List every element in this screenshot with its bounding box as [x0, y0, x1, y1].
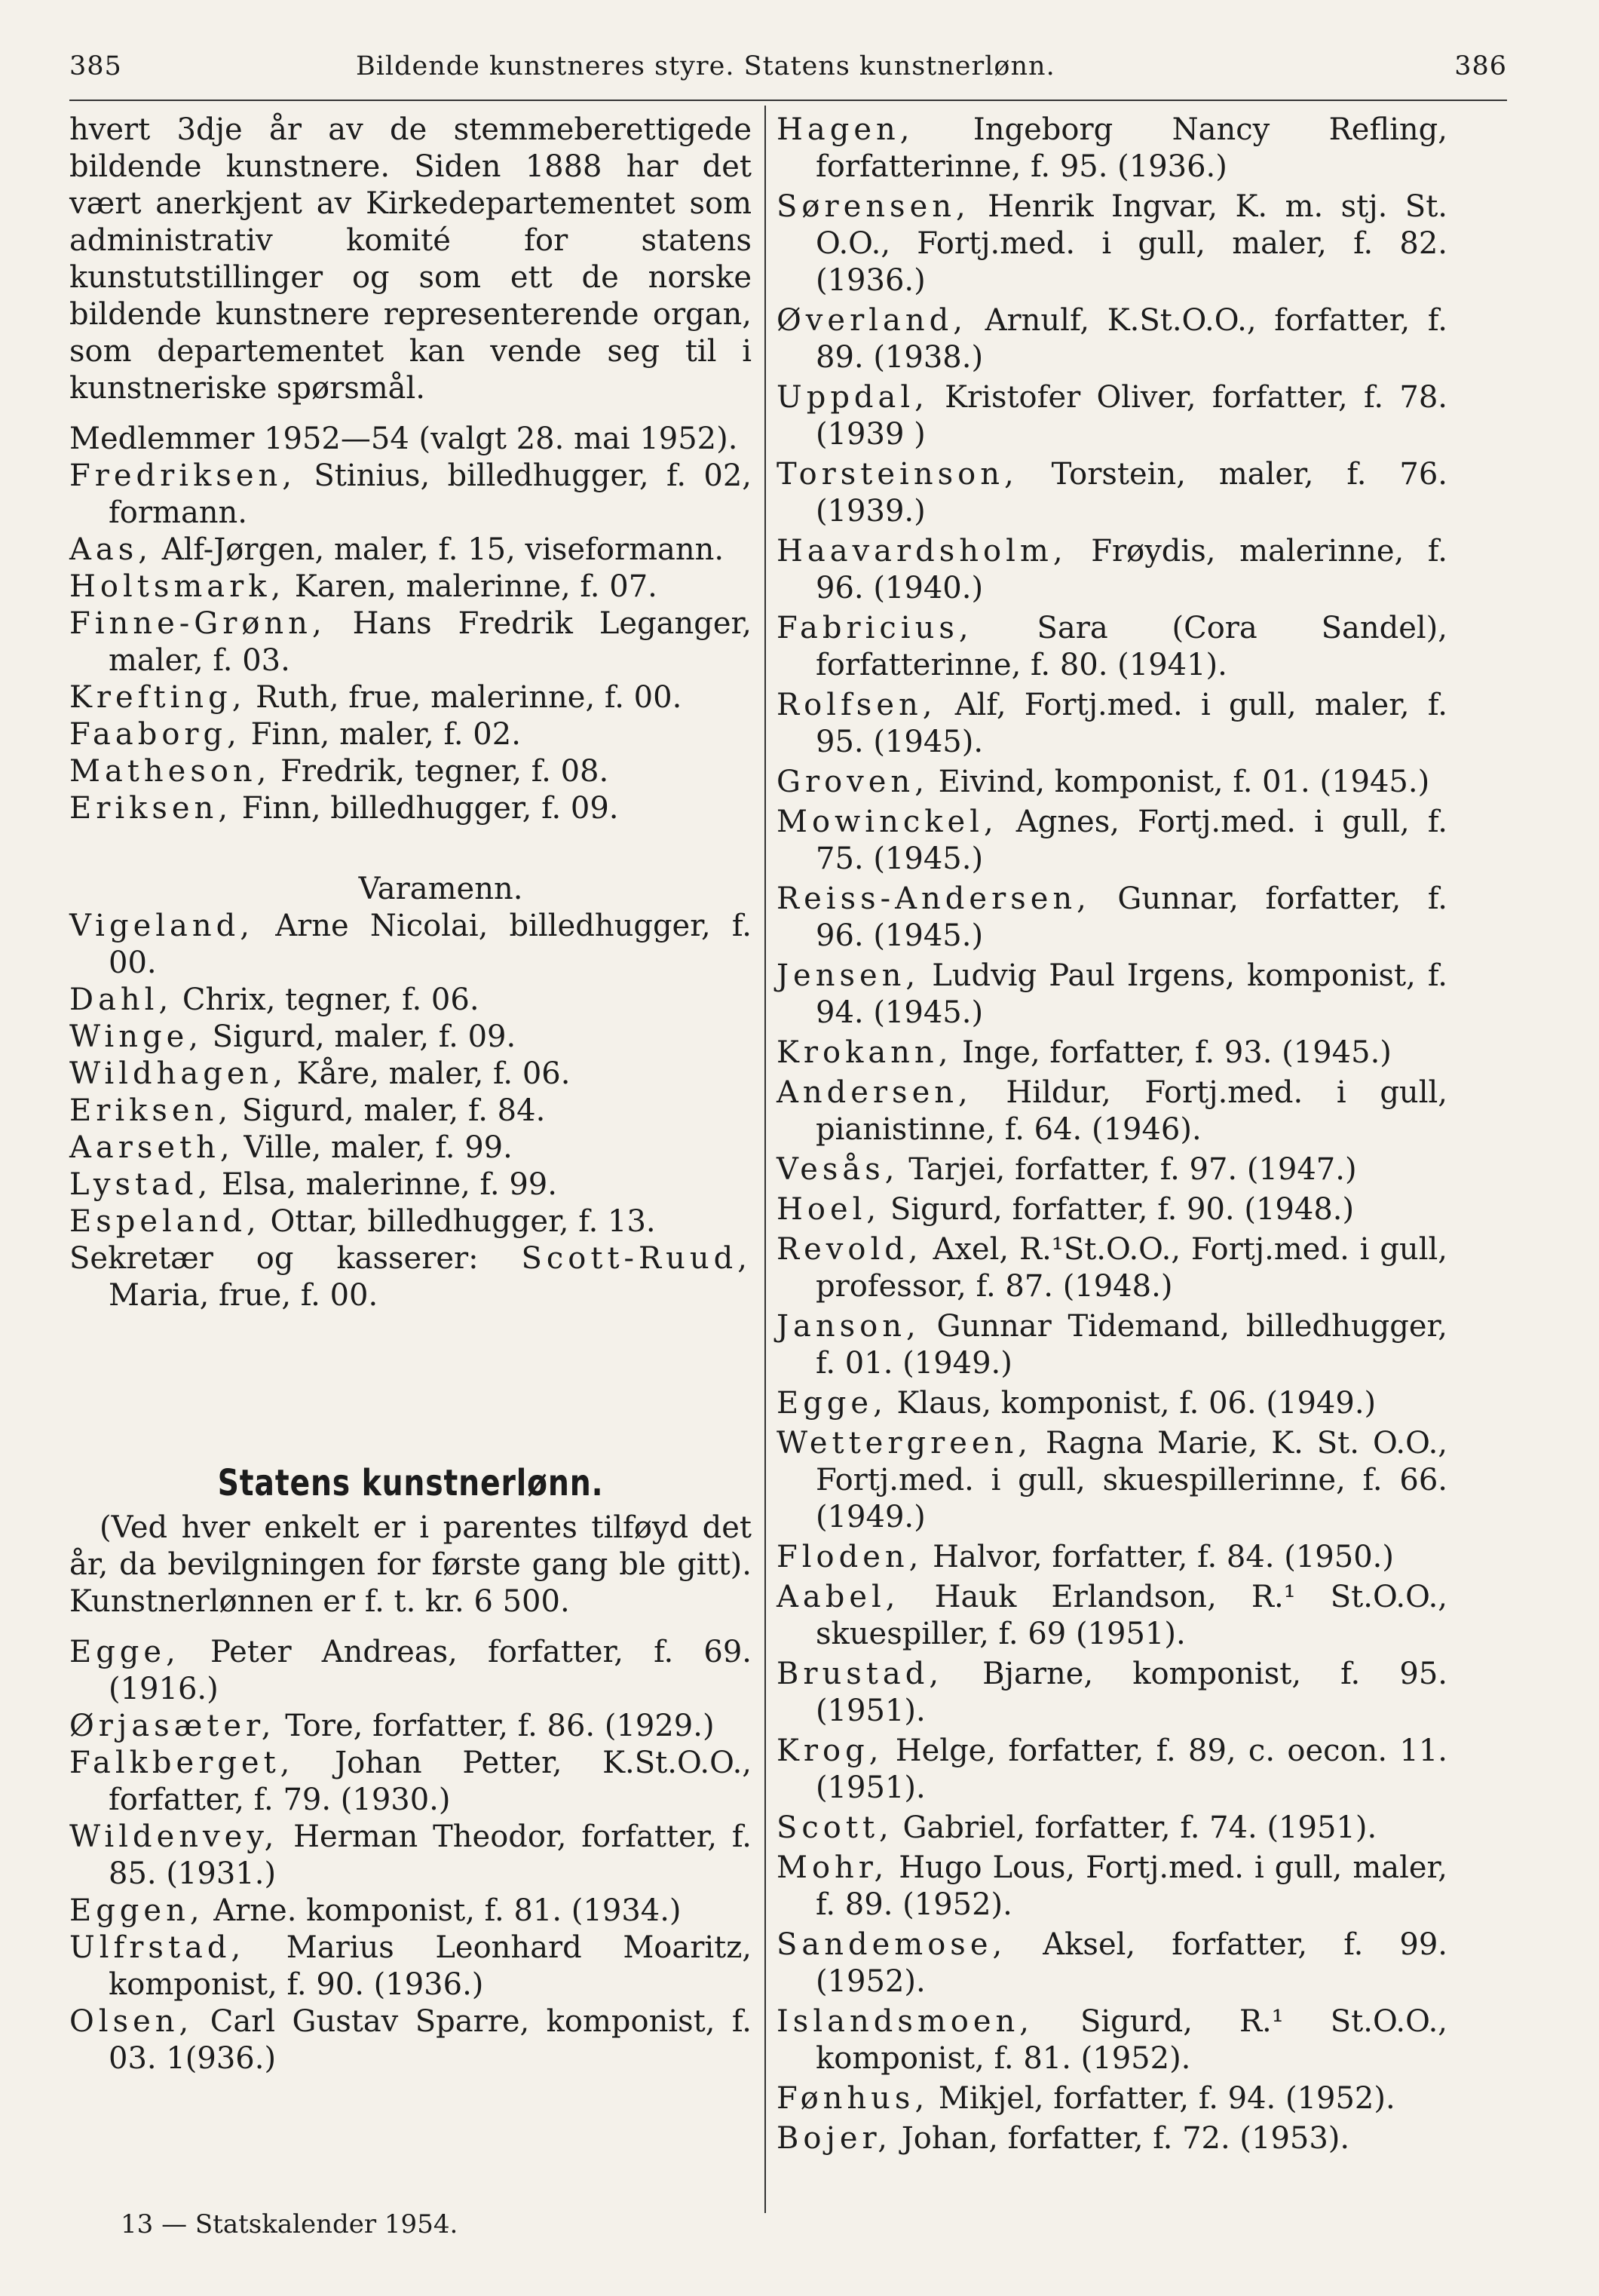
entry-name: Wettergreen, [777, 1426, 1033, 1461]
entry-details: Alf-Jørgen, maler, f. 15, viseformann. [152, 532, 724, 567]
entry-details: Gunnar, forfatter, f. 96. (1945.) [816, 881, 1447, 953]
entry-details: Ottar, billedhugger, f. 13. [260, 1204, 656, 1239]
entry-details: Arnulf, K.St.O.O., forfatter, f. 89. (1938.) [816, 303, 1447, 375]
list-entry [69, 2003, 752, 2077]
list-entry [777, 2080, 1447, 2117]
left-column [69, 112, 752, 2077]
entry-details: Kristofer Oliver, forfatter, f. 78. (1939 ) [816, 380, 1447, 452]
entry-details: Johan Petter, K.St.O.O., forfatter, f. 79. (1930.) [109, 1746, 752, 1817]
entry-name: Hagen, [777, 112, 914, 147]
entry-details: Finn, maler, f. 02. [240, 717, 521, 752]
list-entry [777, 610, 1447, 684]
entry-name: Aabel, [777, 1580, 900, 1614]
list-entry [69, 753, 752, 790]
list-entry [777, 1579, 1447, 1653]
entry-name: Bojer, [777, 2121, 892, 2156]
entry-name: Rolfsen, [777, 688, 937, 722]
list-entry [777, 958, 1447, 1032]
entry-name: Vigeland, [69, 909, 254, 943]
entry-name: Wildhagen, [69, 1056, 287, 1091]
list-entry [777, 687, 1447, 761]
page-header [69, 45, 1507, 90]
entry-details: Stinius, billedhugger, f. 02, formann. [109, 458, 752, 530]
entry-details: Peter Andreas, forfatter, f. 69. (1916.) [109, 1635, 752, 1706]
list-entry [69, 1019, 752, 1056]
entry-details: Arne. komponist, f. 81. (1934.) [204, 1893, 682, 1928]
entry-name: Mohr, [777, 1850, 889, 1885]
list-entry [777, 1927, 1447, 2000]
entry-name: Holtsmark, [69, 569, 286, 604]
entry-name: Torsteinson, [777, 457, 1019, 492]
entry-name: Mowinckel, [777, 805, 998, 839]
entry-details: Halvor, forfatter, f. 84. (1950.) [923, 1540, 1394, 1574]
entry-details: Gabriel, forfatter, f. 74. (1951). [893, 1810, 1377, 1845]
list-entry [69, 790, 752, 827]
entry-name: Haavardsholm, [777, 534, 1068, 569]
entry-details: Ingeborg Nancy Refling, forfatterinne, f. 95. (1936.) [816, 112, 1447, 184]
entry-name: Reiss-Andersen, [777, 881, 1091, 916]
list-entry [777, 764, 1447, 801]
entry-name: Eriksen, [69, 1093, 233, 1128]
right-column [777, 112, 1447, 2160]
entry-details: Alf, Fortj.med. i gull, maler, f. 95. (1945). [816, 688, 1447, 759]
entry-name: Faaborg, [69, 717, 241, 752]
entry-name: Fønhus, [777, 2081, 930, 2116]
entry-details: Inge, forfatter, f. 93. (1945.) [952, 1035, 1392, 1070]
entry-name: Krokann, [777, 1035, 953, 1070]
entry-name: Winge, [69, 1019, 203, 1054]
section-heading: Statens kunstnerlønn. [217, 1462, 604, 1504]
entry-details: Carl Gustav Sparre, komponist, f. 03. 1(936.) [109, 2004, 752, 2076]
entry-details: Bjarne, komponist, f. 95. (1951). [816, 1657, 1447, 1728]
entry-details: Ragna Marie, K. St. O.O., Fortj.med. i gull, skuespillerinne, f. 66. (1949.) [816, 1426, 1447, 1534]
entry-name: Floden, [777, 1540, 924, 1574]
list-entry [69, 1708, 752, 1745]
entry-name: Finne-Grønn, [69, 606, 326, 641]
list-entry [777, 1425, 1447, 1536]
entry-name: Espeland, [69, 1204, 261, 1239]
column-divider [764, 106, 766, 2213]
entry-details: Finn, billedhugger, f. 09. [232, 791, 619, 826]
entry-name: Vesås, [777, 1152, 899, 1187]
list-entry [777, 1656, 1447, 1730]
entry-details: Henrik Ingvar, K. m. stj. St. O.O., Fortj.med. i gull, maler, f. 82. (1936.) [816, 189, 1447, 298]
list-entry [777, 1074, 1447, 1148]
entry-details: Sigurd, maler, f. 09. [202, 1019, 516, 1054]
list-entry [69, 1130, 752, 1166]
list-entry [777, 804, 1447, 878]
list-entry [69, 458, 752, 532]
deputies-list [69, 908, 752, 1240]
running-title: Bildende kunstneres styre. Statens kunstnerlønn. [356, 51, 1055, 81]
entry-details: Tore, forfatter, f. 86. (1929.) [275, 1709, 715, 1743]
entry-details: Sigurd, R.¹ St.O.O., komponist, f. 81. (1952). [816, 2004, 1447, 2076]
list-entry [777, 2003, 1447, 2077]
entry-details: Gunnar Tidemand, billedhugger, f. 01. (1949.) [816, 1309, 1447, 1381]
recipients-list-right [777, 112, 1447, 2157]
entry-name: Groven, [777, 765, 929, 799]
entry-name: Uppdal, [777, 380, 929, 415]
entry-name: Falkberget, [69, 1746, 295, 1780]
section-note: (Ved hver enkelt er i parentes tilføyd det år, da bevilgningen for første gang ble gitt). Kunstnerlønnen er f. t. kr. 6 500. [69, 1510, 752, 1619]
list-entry [777, 1850, 1447, 1924]
entry-name: Fredriksen, [69, 458, 296, 493]
entry-name: Krefting, [69, 680, 247, 715]
entry-details: Hans Fredrik Leganger, maler, f. 03. [109, 606, 752, 678]
list-entry [69, 1093, 752, 1130]
list-entry [69, 982, 752, 1019]
list-entry [777, 112, 1447, 185]
entry-details: Frøydis, malerinne, f. 96. (1940.) [816, 534, 1447, 605]
list-entry [69, 1166, 752, 1203]
entry-name: Andersen, [777, 1075, 973, 1110]
list-entry [777, 1151, 1447, 1188]
list-entry [777, 1810, 1447, 1847]
list-entry [777, 379, 1447, 453]
entry-details: Agnes, Fortj.med. i gull, f. 75. (1945.) [816, 805, 1447, 876]
entry-name: Aas, [69, 532, 152, 567]
list-entry [69, 1930, 752, 2003]
list-entry [777, 302, 1447, 376]
list-entry [777, 456, 1447, 530]
entry-details: Eivind, komponist, f. 01. (1945.) [928, 765, 1430, 799]
intro-paragraph: hvert 3dje år av de stemmeberettigede bildende kunstnere. Siden 1888 har det vært anerkjent av Kirkedepartementet som administrativ komité for statens kunstutstillinger og som ett de norske bildende kunstnere representerende organ, som departementet kan vende seg til i kunstneriske spørsmål. [69, 112, 752, 406]
entry-details: Mikjel, forfatter, f. 94. (1952). [929, 2081, 1395, 2116]
list-entry [777, 533, 1447, 607]
entry-name: Dahl, [69, 982, 173, 1017]
list-entry [69, 1203, 752, 1240]
entry-details: Sara (Cora Sandel), forfatterinne, f. 80. (1941). [816, 611, 1447, 682]
list-entry [777, 2120, 1447, 2157]
header-rule [69, 100, 1507, 101]
entry-name: Brustad, [777, 1657, 944, 1691]
list-entry [777, 1191, 1447, 1228]
entry-name: Fabricius, [777, 611, 973, 645]
entry-details: Sigurd, maler, f. 84. [232, 1093, 546, 1128]
entry-name: Jensen, [777, 958, 920, 993]
secretary-entry [69, 1240, 752, 1314]
entry-name: Ulfrstad, [69, 1930, 246, 1965]
list-entry [69, 1819, 752, 1893]
entry-name: Sandemose, [777, 1927, 1007, 1962]
list-entry [69, 1056, 752, 1093]
entry-details: Arne Nicolai, billedhugger, f. 00. [109, 909, 752, 980]
entry-details: Ruth, frue, malerinne, f. 00. [246, 680, 682, 715]
deputies-heading: Varamenn. [358, 872, 523, 906]
entry-name: Matheson, [69, 754, 271, 789]
list-entry [69, 532, 752, 569]
entry-details: Sigurd, forfatter, f. 90. (1948.) [881, 1192, 1355, 1227]
entry-details: Tarjei, forfatter, f. 97. (1947.) [899, 1152, 1357, 1187]
list-entry [777, 1308, 1447, 1382]
secretary-name: Scott-Ruud, [521, 1241, 752, 1276]
entry-name: Eggen, [69, 1893, 204, 1928]
entry-name: Egge, [69, 1635, 180, 1669]
list-entry [777, 1733, 1447, 1807]
entry-name: Olsen, [69, 2004, 194, 2039]
list-entry [777, 1539, 1447, 1576]
entry-name: Sørensen, [777, 189, 970, 224]
entry-details: Axel, R.¹St.O.O., Fortj.med. i gull, professor, f. 87. (1948.) [816, 1232, 1447, 1304]
entry-name: Islandsmoen, [777, 2004, 1034, 2039]
entry-name: Ørjasæter, [69, 1709, 276, 1743]
entry-name: Wildenvey, [69, 1819, 279, 1854]
list-entry [69, 569, 752, 605]
entry-details: Helge, forfatter, f. 89, c. oecon. 11. (1951). [816, 1733, 1447, 1805]
entry-name: Eriksen, [69, 791, 233, 826]
entry-details: Aksel, forfatter, f. 99. (1952). [816, 1927, 1447, 1999]
entry-details: Kåre, maler, f. 06. [286, 1056, 571, 1091]
entry-details: Hugo Lous, Fortj.med. i gull, maler, f. 89. (1952). [816, 1850, 1447, 1922]
entry-details: Johan, forfatter, f. 72. (1953). [892, 2121, 1350, 2156]
page-number-left: 385 [69, 51, 122, 81]
entry-details: Hauk Erlandson, R.¹ St.O.O., skuespiller, f. 69 (1951). [816, 1580, 1447, 1651]
list-entry [69, 716, 752, 753]
entry-details: Elsa, malerinne, f. 99. [212, 1167, 557, 1202]
secretary-label: Sekretær og kasserer: [69, 1241, 522, 1276]
entry-name: Janson, [777, 1309, 920, 1344]
secretary-details: Maria, frue, f. 00. [109, 1278, 378, 1313]
entry-name: Krog, [777, 1733, 884, 1768]
list-entry [777, 1385, 1447, 1422]
entry-name: Revold, [777, 1232, 923, 1267]
entry-name: Lystad, [69, 1167, 213, 1202]
members-list [69, 458, 752, 827]
entry-details: Hildur, Fortj.med. i gull, pianistinne, f. 64. (1946). [816, 1075, 1447, 1147]
entry-details: Herman Theodor, forfatter, f. 85. (1931.) [109, 1819, 752, 1891]
list-entry [69, 605, 752, 679]
list-entry [69, 1745, 752, 1819]
page-footer: 13 — Statskalender 1954. [121, 2209, 458, 2239]
entry-details: Klaus, komponist, f. 06. (1949.) [887, 1386, 1377, 1421]
entry-details: Torstein, maler, f. 76. (1939.) [816, 457, 1447, 529]
list-entry [69, 1634, 752, 1708]
list-entry [777, 1035, 1447, 1071]
entry-details: Karen, malerinne, f. 07. [285, 569, 657, 604]
list-entry [777, 881, 1447, 955]
entry-details: Chrix, tegner, f. 06. [173, 982, 479, 1017]
members-heading: Medlemmer 1952—54 (valgt 28. mai 1952). [69, 421, 738, 456]
list-entry [69, 1893, 752, 1930]
entry-name: Øverland, [777, 303, 967, 338]
entry-name: Aarseth, [69, 1130, 234, 1165]
list-entry [69, 679, 752, 716]
entry-name: Hoel, [777, 1192, 881, 1227]
page-number-right: 386 [1454, 51, 1507, 81]
list-entry [69, 908, 752, 982]
entry-details: Fredrik, tegner, f. 08. [271, 754, 609, 789]
entry-details: Ville, maler, f. 99. [234, 1130, 513, 1165]
recipients-list-left [69, 1634, 752, 2077]
entry-details: Ludvig Paul Irgens, komponist, f. 94. (1945.) [816, 958, 1447, 1030]
entry-details: Marius Leonhard Moaritz, komponist, f. 90. (1936.) [109, 1930, 752, 2002]
list-entry [777, 189, 1447, 299]
entry-name: Egge, [777, 1386, 887, 1421]
list-entry [777, 1231, 1447, 1305]
entry-name: Scott, [777, 1810, 893, 1845]
